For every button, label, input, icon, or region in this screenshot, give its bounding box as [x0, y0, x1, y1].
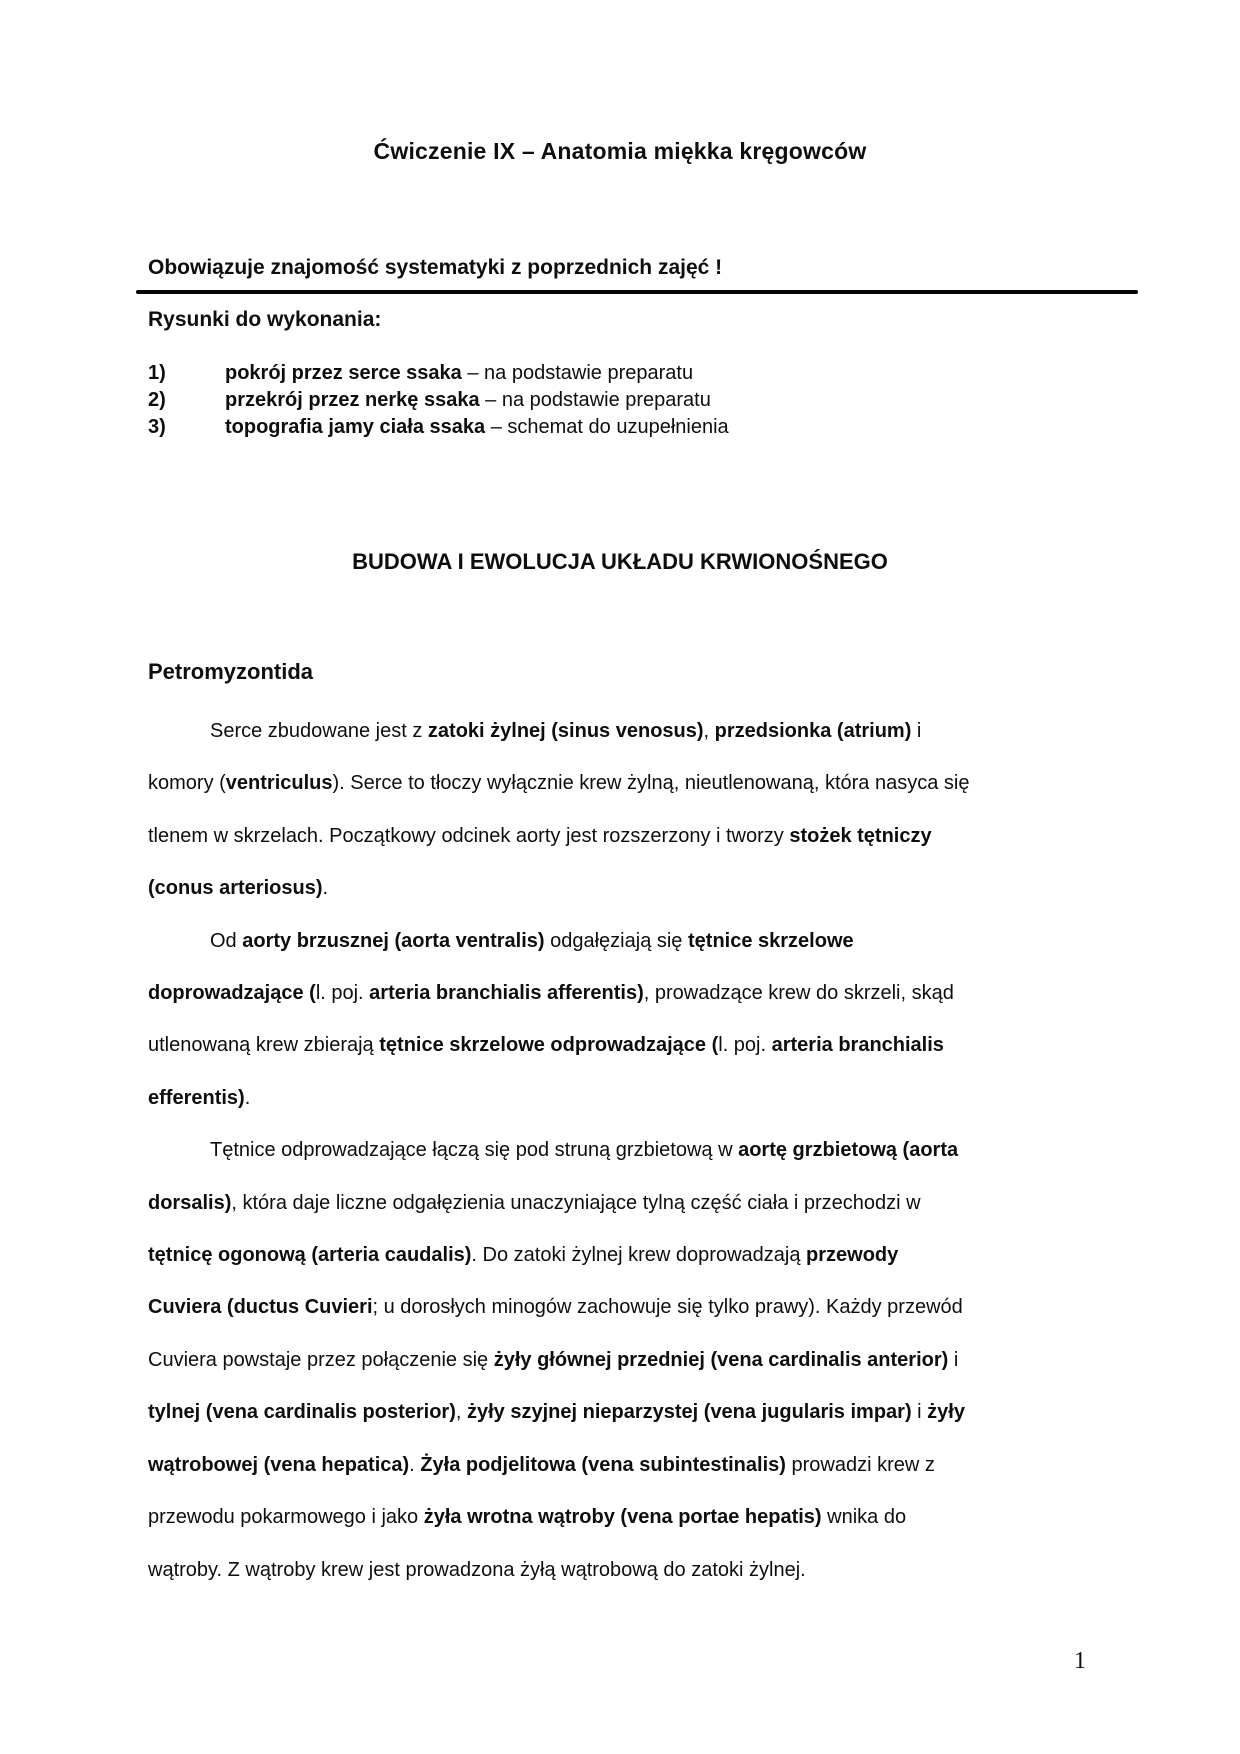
list-item — [148, 360, 729, 387]
list-item-number: 2) — [148, 389, 166, 411]
list-item-text: przekrój przez nerkę ssaka – na podstawie preparatu — [225, 389, 711, 411]
drawings-heading: Rysunki do wykonania: — [148, 308, 382, 331]
list-item — [148, 387, 729, 414]
list-item-number: 1) — [148, 362, 166, 384]
body-text — [148, 705, 1158, 1596]
subsection-heading: Petromyzontida — [148, 659, 314, 684]
paragraph: Od aorty brzusznej (aorta ventralis) odgałęziają się tętnice skrzelowe doprowadzające (l. poj. arteria branchialis afferentis), prowadzące krew do skrzeli, skąd utlenowaną krew zbierają tętnice skrzelowe odprowadzające (l. poj. arteria branchialis efferentis). — [148, 929, 954, 1109]
horizontal-rule — [136, 290, 1138, 294]
paragraph: Tętnice odprowadzające łączą się pod struną grzbietową w aortę grzbietową (aorta dorsalis), która daje liczne odgałęzienia unaczyniające tylną część ciała i przechodzi w tętnicę ogonową (arteria caudalis). Do zatoki żylnej krew doprowadzają przewody Cuviera (ductus Cuvieri; u dorosłych minogów zachowuje się tylko prawy). Każdy przewód Cuviera powstaje przez połączenie się żyły głównej przedniej (vena cardinalis anterior) i tylnej (vena cardinalis posterior), żyły szyjnej nieparzystej (vena jugularis impar) i żyły wątrobowej (vena hepatica). Żyła podjelitowa (vena subintestinalis) prowadzi krew z przewodu pokarmowego i jako żyła wrotna wątroby (vena portae hepatis) wnika do wątroby. Z wątroby krew jest prowadzona żyłą wątrobową do zatoki żylnej. — [148, 1139, 965, 1581]
section-heading: BUDOWA I EWOLUCJA UKŁADU KRWIONOŚNEGO — [352, 549, 888, 574]
drawings-list — [148, 360, 729, 441]
notice-heading: Obowiązuje znajomość systematyki z poprzednich zajęć ! — [148, 256, 723, 279]
list-item-number: 3) — [148, 416, 166, 438]
page-number: 1 — [1074, 1648, 1086, 1674]
paragraph: Serce zbudowane jest z zatoki żylnej (sinus venosus), przedsionka (atrium) i komory (ventriculus). Serce to tłoczy wyłącznie krew żylną, nieutlenowaną, która nasyca się tlenem w skrzelach. Początkowy odcinek aorty jest rozszerzony i tworzy stożek tętniczy (conus arteriosus). — [148, 720, 970, 900]
list-item — [148, 414, 729, 441]
page-title: Ćwiczenie IX – Anatomia miękka kręgowców — [373, 138, 867, 164]
list-item-text: pokrój przez serce ssaka – na podstawie preparatu — [225, 362, 694, 384]
list-item-text: topografia jamy ciała ssaka – schemat do uzupełnienia — [225, 416, 729, 438]
